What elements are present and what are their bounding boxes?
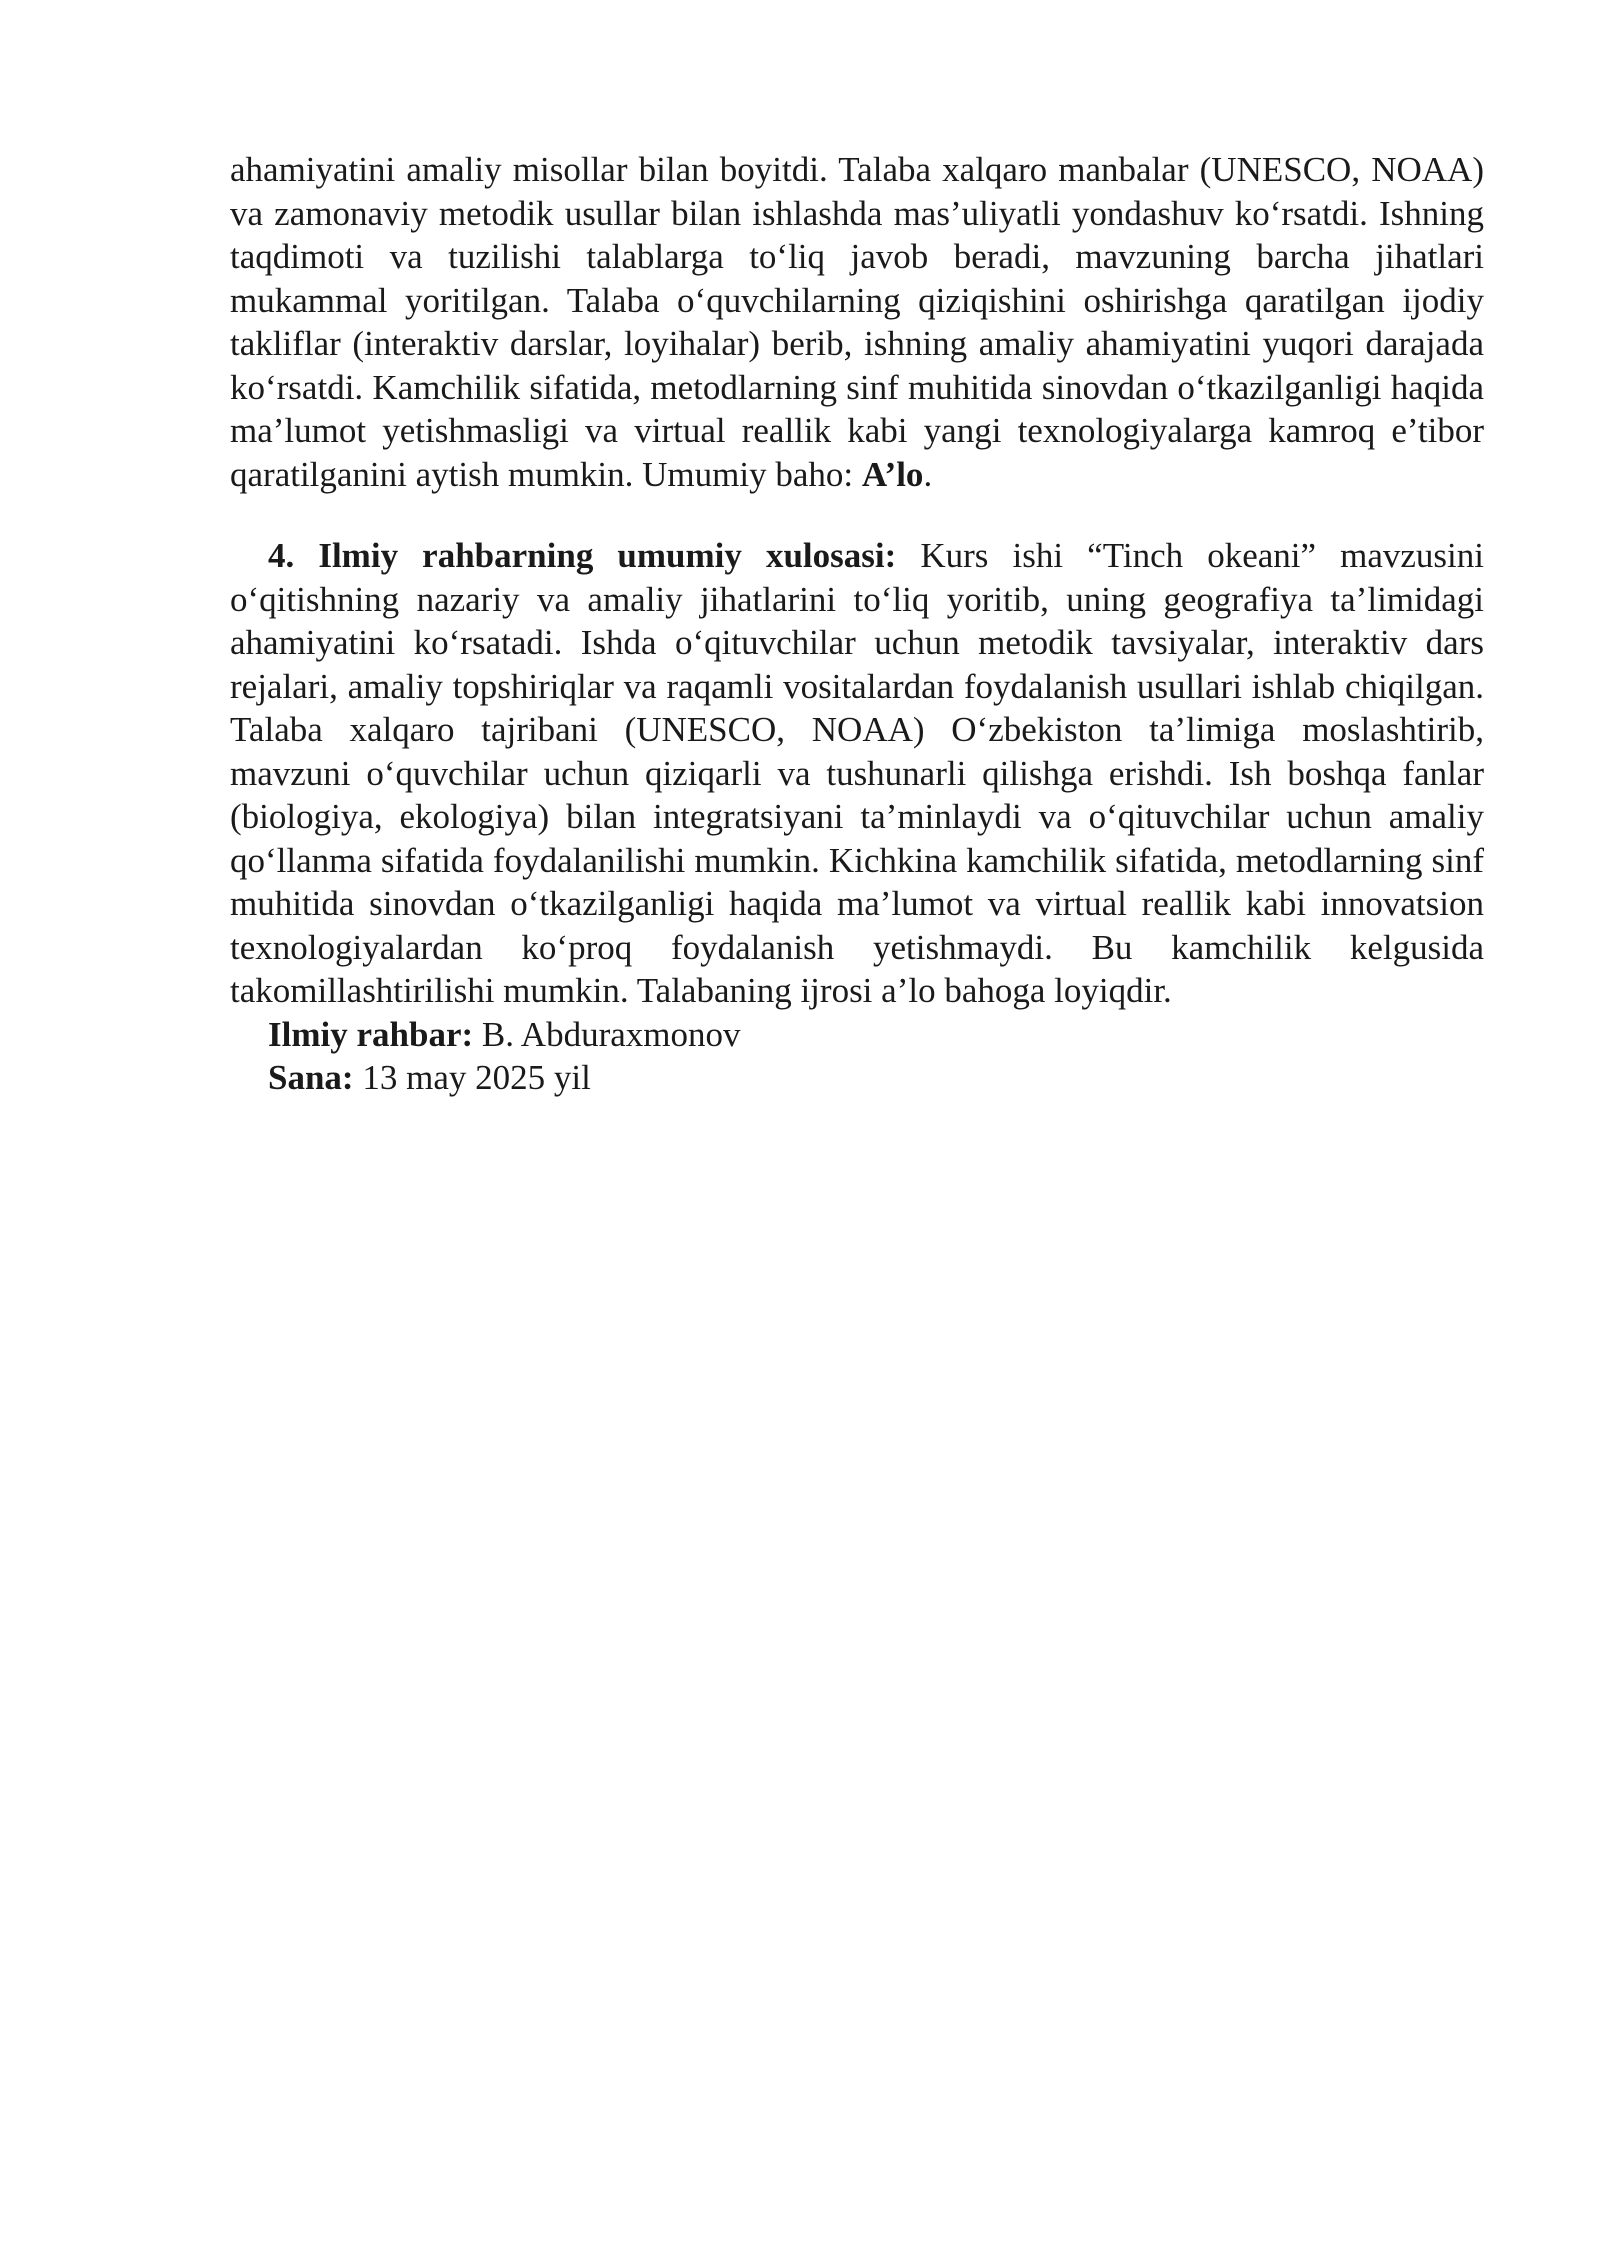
conclusion-text: Kurs ishi “Tinch okeani” mavzusini o‘qitishning nazariy va amaliy jihatlarini to‘liq yoritib, uning geografiya ta’limidagi ahamiyatini ko‘rsatadi. Ishda o‘qituvchilar uchun metodik tavsiyalar, interaktiv dars rejalari, amaliy topshiriqlar va raqamli vositalardan foydalanish usullari ishlab chiqilgan. Talaba xalqaro tajribani (UNESCO, NOAA) O‘zbekiston ta’limiga moslashtirib, mavzuni o‘quvchilar uchun qiziqarli va tushunarli qilishga erishdi. Ish boshqa fanlar (biologiya, ekologiya) bilan integratsiyani ta’minlaydi va o‘qituvchilar uchun amaliy qo‘llanma sifatida foydalanilishi mumkin. Kichkina kamchilik sifatida, metodlarning sinf muhitida sinovdan o‘tkazilganligi haqida ma’lumot va virtual reallik kabi innovatsion texnologiyalardan ko‘proq foydalanish yetishmaydi. Bu kamchilik kelgusida takomillashtirilishi mumkin. Talabaning ijrosi a’lo bahoga loyiqdir. [230, 536, 1484, 1010]
date-label: Sana: [268, 1058, 354, 1097]
grade-value: A’lo [861, 454, 924, 494]
grade-label: Umumiy baho: [642, 454, 854, 494]
document-page [230, 148, 1484, 1100]
supervisor-name: B. Abduraxmonov [481, 1014, 741, 1054]
supervisor-line [230, 1013, 1484, 1057]
date-line [230, 1056, 1484, 1100]
evaluation-paragraph [230, 148, 1484, 496]
conclusion-paragraph [230, 534, 1484, 1013]
date-value: 13 may 2025 yil [362, 1058, 591, 1097]
evaluation-text: ahamiyatini amaliy misollar bilan boyitdi. Talaba xalqaro manbalar (UNESCO, NOAA) va zamonaviy metodik usullar bilan ishlashda mas’uliyatli yondashuv ko‘rsatdi. Ishning taqdimoti va tuzilishi talablarga to‘liq javob beradi, mavzuning barcha jihatlari mukammal yoritilgan. Talaba o‘quvchilarning qiziqishini oshirishga qaratilgan ijodiy takliflar (interaktiv darslar, loyihalar) berib, ishning amaliy ahamiyatini yuqori darajada ko‘rsatdi. Kamchilik sifatida, metodlarning sinf muhitida sinovdan o‘tkazilganligi haqida ma’lumot yetishmasligi va virtual reallik kabi yangi texnologiyalarga kamroq e’tibor qaratilganini aytish mumkin. [230, 150, 1484, 494]
conclusion-heading: 4. Ilmiy rahbarning umumiy xulosasi: [268, 536, 897, 575]
supervisor-label: Ilmiy rahbar: [268, 1014, 474, 1054]
grade-end: . [923, 454, 933, 494]
